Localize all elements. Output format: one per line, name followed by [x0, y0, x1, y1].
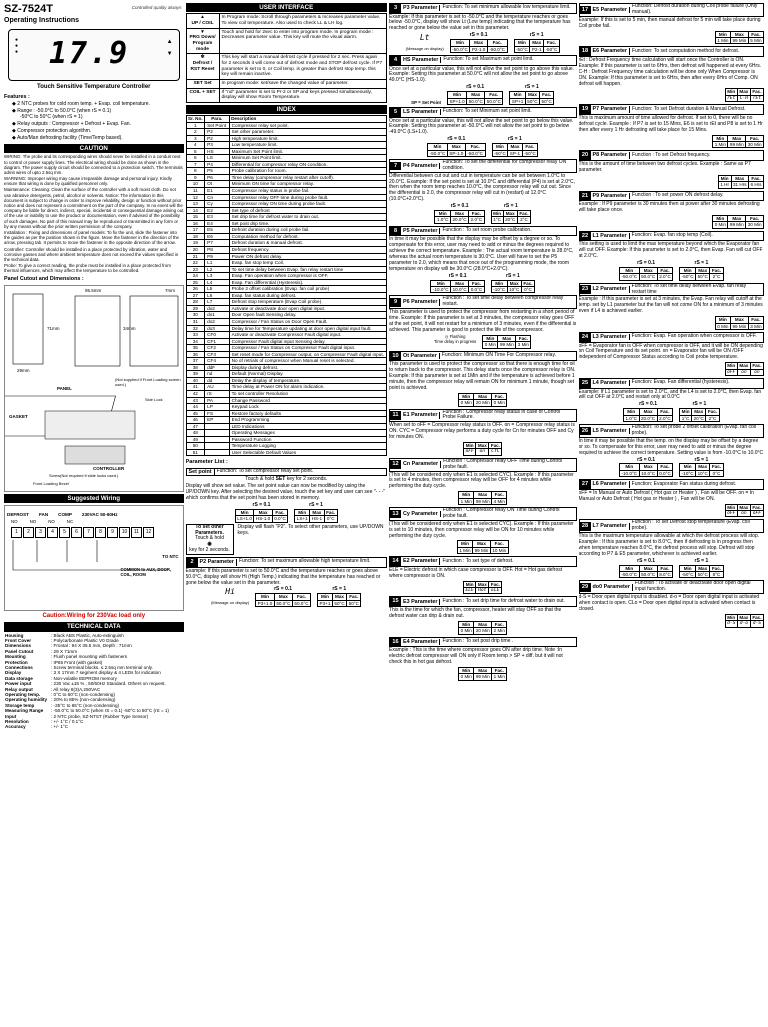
model-title: SZ-7524T [4, 3, 53, 15]
wiring-diagram [4, 505, 184, 611]
index-row: 38 ddF Display during defrost. [186, 364, 386, 371]
dim-label: 7mm [165, 287, 175, 293]
common-note: COMMON to AUX, DOOR, COIL, ROOM [120, 567, 172, 578]
index-row: 8 P5 Probe calibration for room. [186, 168, 386, 175]
e3-header: 15 E3 Parameter Function : To set drip time for defrost water to drain out. [389, 596, 577, 607]
index-row: 47 LED Indications [186, 423, 386, 430]
do-tables: Min Max Fac. d-S d-o d-S [727, 614, 762, 627]
l2-tables: Min Max Fac. 0 Min 99 Min 3 Min [717, 317, 762, 329]
l6-text: oFF = In Manual or Auto Defrost ( Hot gas or Heater ) , Fan will be OFF. on = In Manual or Auto Defrost ( Hot gas or Heater ) , Fan will be ON. [578, 489, 754, 502]
tech-row: Storage temp : -25°C to 65°C (non-condensing) [5, 702, 120, 708]
index-row: 28 L7 Defrost stop temperature (Evap Coil probe). [186, 299, 386, 306]
contact-labels: NO NO NO NC [11, 518, 74, 524]
p4-header: 7 P4 Parameter Function: To set the differential for compressor relay ON condition. [389, 159, 577, 173]
led-indicators: ● ● ● [15, 37, 19, 55]
p7-tables: Min Max Fac. 1 Min 99 Min 30 Min [714, 135, 762, 147]
l2-text: Example : If this parameter is set at 3 minutes, the Evap. Fan relay will cutoff at the temp. set by L1 parameter but the fan will not come ON for a minimum of 3 minutes even if L4 is achieved earlier. [578, 296, 763, 315]
index-row: 14 E2 Set type of defrost [186, 207, 386, 214]
clock-icon: ◷ [444, 333, 449, 339]
index-row: 3 P2 High temperature limit. [186, 135, 386, 142]
do-header: 29 do0 Parameter Function : To activate or deactivate door open digital input function. [579, 580, 765, 594]
feature-item: ◆ Compressor protection algorithm. [12, 128, 92, 135]
index-row: 43 PA Change Password [186, 397, 386, 404]
l5-header: 26 L5 Parameter Function: To set probe 2 offset calibration (Evap. fan coil probe). [579, 424, 765, 438]
index-row: 19 P7 Defrost duration & manual defrost. [186, 240, 386, 247]
index-row: 9 P6 Time delay (compressor relay restart after cutoff). [186, 174, 386, 181]
setpoint-tables: rS = 0.1 Min Max Fac. LS+1.0 HS-1.0 0.0°C rS = 1 Min Max Fac. LS+1 HS-1 0°C [237, 501, 336, 522]
feature-item: ◆ 2 NTC probes for cold room temp. + Evap. coil temperature. [12, 100, 150, 107]
index-row: 12 Cn Compressor relay OFF time during probe fault. [186, 194, 386, 201]
panel-diagram-svg [5, 286, 183, 491]
index-row: 37 CF4 No of retrials of compressor when Manual reset is selected. [186, 358, 386, 365]
index-row: 5 HS Maximum Set Point limit. [186, 148, 386, 155]
p8-tables: Min Max Fac. 1 Hr 31 Hrs 6 Hrs [720, 175, 762, 188]
tech-row: Mounting : Flush panel mounting with fasteners [5, 654, 128, 660]
e6-text: rEt : Defrost Frequency time calculation will start once the Controller is ON. Example: If this parameter is set to 6Hrs, then defrost will happened at every 6Hrs. C-H : Defrost Frequency time calculation will be done only When Compressor is ON. Example: If this parameter is set to 6Hrs, then after every 6Hrs of Comp. ON defrost will happen. [578, 56, 762, 87]
ui-heading: USER INTERFACE [186, 3, 387, 12]
column-3 [389, 3, 577, 1021]
index-row: 42 rS To set controller Resolution [186, 390, 386, 397]
e1-header: 11 E1 Parameter Function : Compressor relay status in case of Control Probe Failure. [389, 409, 577, 423]
e5-tables: Min Max Fac. 1 Min 99 Min 5 Min [717, 31, 762, 43]
index-row: 20 P8 Defrost frequency. [186, 246, 386, 253]
ui-row-combo: COIL + SET If "nd" parameter is set to Pr-2 or SP and keys pressed simultaneously, display will show Room Temperature. [186, 88, 386, 102]
setpoint-hint: Touch & hold SET key for 2 seconds. [245, 476, 328, 483]
tech-row: Data storage : Non-volatile EEPROM memory [5, 675, 117, 681]
index-row: 7 P4 Differential for compressor relay ON condition. [186, 161, 386, 168]
defrost-key-icon[interactable]: ❄ [200, 55, 205, 61]
ls-tables: rS = 0.1 Min Max Fac. -50.0°C SP-1.0 -50.0°C rS = 1 Min Max Fac. -50°C SP-1 -50°C [429, 136, 536, 156]
index-heading: INDEX [186, 105, 387, 114]
tech-row: Power input : 230 Vac ±15 % , 50/60Hz Standard. Others on request. [5, 681, 166, 687]
manual-page [4, 3, 764, 1021]
cn-text: (This will be considered only when E1 is selected CYC). Example : If this parameter is set to 4 minutes, then compressor relay will be OFF for 4 minutes while performing the duty cycle. [389, 471, 574, 490]
l1-tables: rS = 0.1 Min Max Fac. -50.0°C 50.0°C 2.0°C rS = 1 Min Max Fac. -50°C 50°C 2°C [621, 259, 722, 280]
ui-table [186, 13, 387, 103]
index-row: 46 EP End Programming [186, 417, 386, 424]
index-row: 50 Temperature Logging [186, 443, 386, 450]
index-row: 36 CF3 Set reset mode for Compressor output, on Compressor Fault digital input. [186, 351, 386, 358]
p8-text: This is the amount of time between two defrost cycles. Example : Same as P7 parameter. [578, 160, 751, 173]
tech-heading: TECHNICAL DATA [4, 622, 184, 631]
features-heading: Features : [4, 94, 30, 101]
wiring-labels: DEFROST FAN COMP 230VAC 50-60Hz [7, 512, 118, 518]
index-row: 34 CF1 Compressor Fault digital input Sensing delay. [186, 338, 386, 345]
index-row: 30 do1 Door Open fault Sensing delay. [186, 312, 386, 319]
tech-row: Panel Cutout : 29 X 71mm [5, 648, 78, 654]
caution-heading: CAUTION [4, 144, 184, 153]
tech-row: Protection : IP65 Front (with gasket) [5, 659, 103, 665]
index-row: 51 User Selectable Default Values [186, 449, 386, 456]
tech-table [4, 633, 184, 730]
index-row: 23 L2 To set time delay between Evap. fan relay restart time [186, 266, 386, 273]
tech-row: Operating temp. : 0°C to 60°C (non-condensing) [5, 692, 115, 697]
ui-row-set: SET Set In program mode: set/save the changed value of parameter. [186, 79, 386, 88]
e6-tables: Min Max Fac. rEt C-H rEt [727, 89, 762, 101]
l1-header: 22 L1 Parameter Function: Evap. fan stop temp (Coil). [579, 231, 765, 242]
index-row: 24 L3 Evap. Fan operation when compressor is OFF. [186, 273, 386, 280]
index-row: 39 nd Default (Normal) Display. [186, 371, 386, 378]
l5-tables: rS = 0.1 Min Max Fac. -10.0°C 10.0°C 0.0°C rS = 1 Min Max Fac. -10°C 10°C 0°C [621, 456, 722, 476]
e4-tables: Min Max Fac. 0 Min 99 Min 1 Min [460, 667, 505, 680]
e5-text: Example: If this is set to 5 min, then manual defrost for 5 min will take place during Coil probe fail. [578, 16, 761, 29]
hs-tables: SP = Set Point rS = 0.1 Min Max Fac. SP+1.0 50.0°C 50.0°C rS = 1 Min Max Fac. SP+1 50°C 50°C [411, 84, 552, 105]
index-row: 41 AU Time delay at Power ON for alarm indication. [186, 384, 386, 391]
index-row: 48 Operating Messages [186, 430, 386, 437]
p2-tables: Hi (Message on display) rS = 0.1 Min Max Fac. P3+1.0 50.0°C 50.0°C rS = 1 Min Max Fac. P3+1 50°C 50°C [211, 586, 359, 606]
tech-row: Front Cover : Polycarbonate Plastic V0 Grade [5, 637, 119, 643]
feature-item: ◆ Relay outputs : Compressor + Defrost + Evap. Fan. [12, 121, 131, 128]
ot-tables: Min Max Fac. 0 Min 20 Min 0 Min [460, 393, 505, 406]
p6-text: This parameter is used to protect the compressor from restarting in a short period of time. Example: If this parameter is set at 3 minutes, the compressor relay goes OFF at the set point, it will not restart for a minimum of 3 minutes, even if the differential is achieved. This parameter is good to protect the life of the compressor. [389, 309, 577, 333]
index-row: 25 L4 Evap. Fan differential (Hysteresis). [186, 279, 386, 286]
cy-text: (This will be considered only when E1 is selected CYC). Example : If this parameter is set to 10 minutes, then compressor relay will be ON for 10 minutes while performing the duty cycle. [389, 520, 574, 539]
p9-header: 21 P9 Parameter Function : To set power ON defrost delay. [579, 191, 765, 202]
display-digits: 17.9 [49, 36, 130, 72]
index-row: 18 E6 Computation method for defrost. [186, 233, 386, 240]
index-row: 2 P2 Set other parameter. [186, 129, 386, 136]
feature-item: ◆ Auto/Man defrosting facility (Time/Temp based). [12, 135, 123, 142]
e3-text: This is the time for which the fan, compressor, heater will stay OFF so that the defrost water can drip & drain out. [389, 607, 562, 619]
parameter-list-heading: Parameter List : [185, 459, 228, 466]
l6-header: 27 L6 Parameter Function: Evaporator Fan status during defrost. [579, 479, 765, 490]
cn-header: 12 Cn Parameter Function : Compressor relay OFF Time during Control probe fault. [389, 458, 577, 472]
index-row: 1 Set Point Compressor relay set point. [186, 122, 386, 129]
l3-tables: Min Max Fac. oFF on on [727, 363, 762, 375]
down-key-icon[interactable]: ▼ [200, 29, 205, 35]
panel-diagram [4, 285, 184, 492]
tech-row: Measuring Range : -50.0°C to 50.0°C (when rS = 0.1) -50°C to 50°C (rS = 1) [5, 708, 169, 714]
cy-header: 13 Cy Parameter Function : Compressor relay ON Time during Control probe fault. [389, 507, 577, 521]
dim-label: 34mm [123, 325, 136, 331]
hs-text: Once set at a particular value, this will not allow the set point to go above this value. Example: Setting this parameter at 50.0°C will not allow the set point to go above 49.0°C (HS-1.0). [389, 65, 575, 84]
set-key-icon[interactable]: SET [275, 476, 286, 483]
p7-text: This is maximum amount of time allowed for defrost. If set to 0, there will be no defrost cycle. Example : If P7 is set to 15 Mins, E6 is set to rEt and P8 is set to 1 Hr then after every 1 Hr defrosting will take place for 15 Mins. [578, 114, 763, 133]
ot-header: 10 Ot Parameter Function: Minimum ON Time For Compressor relay. [389, 351, 577, 362]
panel-label: PANEL [57, 385, 72, 391]
tech-row: Dimensions : Frontal : 94 X 35.5 mm, Depth : 71mm [5, 643, 132, 649]
index-row: 15 E3 Set drip time for defrost water to drain out. [186, 214, 386, 221]
ls-header: 5 LS Parameter Function: To set Minimum set point limit. [389, 107, 577, 118]
p9-text: Example : If P9 parameter is 30 minutes then at power after 30 minutes defrosting will take place once. [578, 201, 760, 213]
l7-text: This is the maximum temperature allowable at which the defrost process will stop. Example : If this parameter is set to 8.0°C, then if defrosting is in progress then when temperature reaches 8.0°C, the defrost process will stop. Defrost will stop according to P7 & E5 parameter, whichever is achieved earlier. [578, 533, 760, 557]
cy-tables: Min Max Fac. 1 Min 99 Min 10 Min [459, 541, 507, 553]
tech-row: Input : 2 NTC probe, SZ-NTST (Rubber Type Sensor) [5, 713, 149, 719]
p2-text: Example: If this parameter is set to 50.0°C and the temperature reaches or goes above 50.0°C, display will show Hi (High Temp.) indicating that the temperature has reached or gone below the value set in this parameter. [185, 567, 381, 586]
p2-header: 2 P2 Parameter Function: To set maximum allowable high temperature limit. [186, 557, 387, 568]
p5-header: 8 P5 Parameter Function : To set room probe calibration. [389, 226, 577, 237]
setpoint-header: Set point Function: To set compressor relay set point. [186, 468, 387, 476]
wiring-heading: Suggested Wiring [4, 494, 184, 503]
tech-row: Accuracy : +/- 1°C [5, 724, 69, 730]
p6-tables: ◷ Flashing Time delay in progress Min Max Fac. 0 Min 99 Min 3 Min [434, 333, 529, 348]
key-buttons: ▲ ▼ [166, 39, 173, 58]
l7-header: 28 L7 Parameter Function : To set Defrost stop temperature (Evap. coil probe). [579, 519, 765, 533]
index-row: 11 E1 Compressor relay status in probe fail. [186, 188, 386, 195]
ui-row-down: ▼ PRG Down/ Program mode Touch and hold for 2sec to enter into program mode. In program mode : Decreases parameter value. This key will mute the visual alarm. [186, 28, 386, 54]
e1-text: When set to oFF = Compressor relay status is OFF. on = Compressor relay status is ON. CYC = Compressor relay performs a duty cycle for Cn for minutes OFF and Cy for minutes ON. [389, 422, 575, 441]
gasket-label: GASKET [9, 413, 28, 419]
p8-header: 20 P8 Parameter Function : To set Defrost frequency. [579, 150, 765, 161]
index-row: 26 L5 Probe 2 offset calibration (Evap. fan coil probe) [186, 286, 386, 293]
tech-row: Operating humidity : 20% to 85% (non-condensing) [5, 697, 116, 703]
l2-header: 23 L2 Parameter Function: To set time delay between Evap. fan relay restart time [579, 283, 765, 297]
controller-label: CONTROLLER [93, 465, 125, 471]
l3-header: 24 L3 Parameter Function: Evap. Fan operation when compressor is OFF. [579, 332, 765, 343]
e1-tables: Min Max Fac. oFF on CYC [465, 442, 500, 455]
p9-tables: Min Max Fac. 0 Min 99 Min 30 Min [714, 215, 762, 228]
p6-header: 9 P6 Parameter Function : To set time delay between compressor relay restart. [389, 295, 577, 309]
tech-row: Connections : Screw terminal blocks. ≤ 2.5sq mm terminal only. [5, 664, 153, 670]
probe-note: TO NTC [162, 554, 179, 560]
dim-label: 95.5mm [85, 287, 102, 293]
index-row: 40 dd Delay the display of temperature. [186, 377, 386, 384]
e2-text: ELE = Electric defrost in which case compressor is OFF. Hot = Hot gas defrost where compressor is ON. [389, 566, 563, 579]
prg-key-icon[interactable]: ◉ [207, 541, 212, 548]
tech-row: Housing : Black ABS Plastic, Auto-extinguish [5, 632, 124, 638]
side-lock-label: Side Lock [145, 396, 163, 402]
p3-text: Example: If this parameter is set to -50.0°C and the temperature reaches or goes below -50.0°C, display will show Lt (Low temp) indicating that the temperature has reached or gone below the value set in this parameter. [389, 13, 571, 32]
column-2 [186, 3, 387, 1021]
features-list [4, 102, 184, 142]
e4-header: 16 E4 Parameter Function : To set post drip time . [389, 637, 577, 648]
feature-item: ◆ Range : -50.0°C to 50.0°C (when rS = 0.1) [12, 107, 112, 114]
index-row: 10 Ot Minimum ON time for compressor relay. [186, 181, 386, 188]
e6-header: 18 E6 Parameter Function: To set computation method for defrost. [579, 46, 765, 57]
loading-note: (Not supplied if Front Loading screen used.) [115, 376, 181, 387]
p3-header: 3 P3 Parameter Function: To set minimum allowable low temperature limit. [389, 3, 577, 14]
set-other-params: To set other Parameters. Touch & hold ◉ key for 2 seconds. Display will flash "P2". To select other parameters, use UP/DOWN keys. [186, 524, 387, 555]
e5-header: 17 E5 Parameter Function: Defrost duration during Coil probe failure (Only manual). [579, 3, 765, 17]
operating-instructions: Operating Instructions [4, 16, 80, 24]
e2-header: 14 E2 Parameter Function : To set type of defrost. [389, 556, 577, 567]
ui-row-defrost: ❄ Defrost / RST Reset This key will start a manual defrost cycle if pressed for 2 sec. Press again for 2 seconds it will come out of defrost mode and STOP defrost cycle. If P7 parameter is set to 0, or Coil temp. is greater than defrost stop temp. this key will remain inactive. [186, 54, 386, 80]
cn-tables: Min Max Fac. 1 Min 99 Min 4 Min [460, 492, 505, 504]
index-row: 13 Cy Compressor relay ON time during probe fault. [186, 201, 386, 208]
p5-text: In time it may be possible that the display may be offset by a degree or so. To compensate for this error, user may need to add or minus the degrees required to achieve the correct temperature. Example : The actual room temperature is 28.0°C, whereas the actual room temperature is 30.0°C. User will have to set the P5 parameter to 2.0, which means that once out of the programming mode, the room temperature on display will be 30.0°C (28.0°C+2.0°C). [389, 236, 574, 272]
terminal-strip: 1 2 3 4 5 6 7 8 9 10 11 12 [11, 527, 181, 538]
l5-text: In time it may be possible that the temp. on the display may be offset by a degree or so. To compensate for this error, user may need to add or minus the degree required to achieve the correct temperature. Setting value is from -10.0°C to 10.0°C [578, 437, 764, 456]
feature-item: -50°C to 50°C (when rS = 1) [20, 114, 83, 121]
p4-text: Differential between cut out and cut in temperature can be set between 1.0°C to 20.0°C. Example: If the set point is set at 10.0°C and differential (P4) is set at 2.0°C, then when the room temp reaches 10.0°C, the compressor relay will cut out. Since the differential is 2.0, the compressor relay will cut in (restart) at 12.0°C (10.0°C+2.0°C). [389, 172, 576, 203]
index-row: 35 CF2 Compressor / Fan Status on Compressor Fault digital input. [186, 345, 386, 352]
column-1 [4, 3, 184, 1021]
ot-text: This parameter is used to protect the compressor so that there is enough time for oil to return back to the compressor. This delay starts once the compressor relay is ON. Example: If this parameter is set at 1Min and if the temperature is achieved before 1 minute, then the compressor relay will remain ON for minimum 1 minute, though set point is achieved. [389, 361, 576, 391]
tech-row: Resolution : +/- 1°C / 0.1°C [5, 719, 84, 725]
setpoint-text: Display will show set value. The set point value can now be modified by using the UP/DOWN key. After selecting the desired value, touch the set key and user can see "- - -" which confirms that the set point has been stored in memory. [185, 483, 386, 502]
controller-display [8, 29, 180, 81]
l4-tables: rS = 0.1 Min Max Fac. 1.0°C 20.0°C 2.0°C rS = 1 Min Max Fac. 1°C 20°C 2°C [625, 401, 718, 421]
index-row: 17 E5 Defrost duration during coil probe fail. [186, 227, 386, 234]
ui-row-up: ▲ UP / COIL In Program mode: Scroll through parameters & Increases parameter value. To view coil temperature. Also used to check LL & LH log. [186, 14, 386, 28]
l7-tables: rS = 0.1 Min Max Fac. -50.0°C 50.0°C 8.0°C rS = 1 Min Max Fac. -50°C 50°C 8°C [621, 557, 722, 578]
hs-header: 4 HS Parameter Function: To set Maximum set point limit. [389, 55, 577, 66]
up-key-icon[interactable]: ▲ [200, 15, 205, 21]
p3-tables: Lt (Message on display) rS = 0.1 Min Max Fac. -50.0°C P2-1.0 -50.0°C rS = 1 Min Max Fac. -50°C P2-1 -50°C [405, 32, 558, 52]
p7-header: 19 P7 Parameter Function: To set Defrost duration & Manual Defrost. [579, 104, 765, 115]
index-row: 45 FS Restore factory defaults [186, 410, 386, 417]
index-row: 49 Password Function [186, 436, 386, 443]
e2-tables: Min Max Fac. ELE Hot ELE [465, 581, 500, 594]
column-4 [579, 3, 765, 1021]
p4-tables: rS = 0.1 Min Max Fac. 1.0°C 20.0°C 2.0°C rS = 1 Min Max Fac. 1°C 20°C 2°C [436, 203, 529, 223]
index-row: 32 do3 Delay time for Temperature updating at door open digital input fault. [186, 325, 386, 332]
index-row: 31 do2 Compressor / Fan Status on Door Open Fault. [186, 318, 386, 325]
front-loading-label: Front Loading Bezel [33, 480, 69, 486]
index-row: 4 P3 Low temperature limit. [186, 142, 386, 149]
screw-note: Screw(Not required if slide locks used.) [49, 472, 119, 478]
product-name: Touch Sensitive Temperature Controller [37, 84, 151, 91]
l4-header: 25 L4 Parameter Function: Evap. Fan differential (hysteresis). [579, 378, 765, 389]
index-row: 6 LS Minimum Set Point limit. [186, 155, 386, 162]
index-row: 22 L1 Evap. fan stop temp Coil. [186, 260, 386, 267]
index-row: 27 L6 Evap. fan status during defrost. [186, 292, 386, 299]
index-table: Sr. No. Para. Description 1 Set Point Compressor relay set point. 2 P2 Set other parameter. 3 P2 High temperature limit. 4 P3 Low temperature limit. 5 HS Maximum Set Point limit. 6 LS Minimum Set Point limit. 7 P4 Differential for compressor relay ON condition. 8 P5 Probe calibration for room. 9 P6 Time delay (compressor relay restart after cutoff). 10 Ot Minimum ON time for compressor relay. 11 E1 Compressor relay status in probe fail. 12 Cn Compressor relay OFF time during probe fault. 13 Cy Compressor relay ON time during probe fault. 14 E2 Set type of defrost 15 E3 Set drip time for defrost water to drain out. 16 E4 Set post drip time. 17 E5 Defrost duration during coil probe fail. 18 E6 Computation method for defrost. 19 P7 Defrost duration & manual defrost. 20 P8 Defrost frequency. 21 P9 Power ON defrost delay. 22 L1 Evap. fan stop temp Coil. 23 L2 To set time delay between Evap. fan relay restart time 24 L3 Evap. Fan operation when compressor is OFF. 25 L4 Evap. Fan differential (Hysteresis). 26 L5 Probe 2 offset calibration (Evap. fan coil probe) 27 L6 Evap. fan status during defrost. 28 L7 Defrost stop temperature (Evap Coil probe). 29 do2 Activate or deactivate door open digital input. 30 do1 Door Open fault Sensing delay. 31 do2 Compressor / Fan Status on Door Open Fault. 32 do3 Delay time for Temperature updating at door open digital input fault. 33 CF0 Activate or deactivate Compressor Fault digital input. 34 CF1 Compressor Fault digital input Sensing delay. 35 CF2 Compressor / Fan Status on Compressor Fault digital input. 36 CF3 Set reset mode for Compressor output, on Compressor Fault digital input. 37 CF4 No of retrials of compressor when Manual reset is selected. 38 ddF Display during defrost. 39 nd Default (Normal) Display. 40 dd Delay the display of temperature. 41 AU Time delay at Power ON for alarm indication. 42 rS To set controller Resolution 43 PA Change Password 44 LP Keypad Lock 45 FS Restore factory defaults 46 EP End Programming 47 LED Indications 48 Operating Messages 49 Password Function 50 Temperature Logging 51 User Selectable Default Values [186, 115, 387, 456]
l6-tables: Min Max Fac. oFF on oFF [727, 504, 762, 517]
index-row: 16 E4 Set post drip time. [186, 220, 386, 227]
e3-tables: Min Max Fac. 0 Min 20 Min 2 Min [460, 621, 505, 634]
index-row: 21 P9 Power ON defrost delay. [186, 253, 386, 260]
index-row: 33 CF0 Activate or deactivate Compressor Fault digital input. [186, 332, 386, 339]
index-row: 44 LP Keypad Lock [186, 404, 386, 411]
p5-tables: rS = 0.1 Min Max Fac. -10.0°C 10.0°C 0.0°C rS = 1 Min Max Fac. -10°C 10°C 0°C [432, 272, 533, 293]
do-text: d-S = Door open digital input is disabled. d-o = Door open digital input is activated when contact is open. CLo = Door open digital input is activated when contact is closed. [578, 594, 760, 613]
caution-text: WIRING: The probe and its corresponding wires should never be installed in a conduit next to control or power supply lines. The electrical wiring should be done as shown in the diagram. The power supply circuit should be connected to a protection switch. The terminals admit wires of upto 2.5sq mm. WARNING: Improper wiring may cause irreparable damage and personal injury. Kindly ensure that wiring is done by qualified personnel only. Maintenance: Cleaning: Clean the surface of the controller with a soft moist cloth. Do not use abrasive detergents, petrol, alcohol or solvents. Notice: The information in this document is subject to change in order to improve reliability, design or function without prior notice and does not represent a commitment on the part of the company. In no event will the company be liable for direct, indirect, special, incidental or consequential damage arising out of the use or inability to use the product or documentation, even if advised of the possibility of such damages. No part of this manual may be reproduced or transmitted in any form or by any means without the prior written permission of the company. Installation : Fixing and dimensions of panel models: To fix the unit, slide the fastener into the guides as per the position shown in the figure. Move the fastener in the direction of the arrow, pressing tab. It permits to move the fastener in the opposite direction of the arrow. Controller: Controller should be installed in a place protected by vibration, water and corrosive gasses and where ambient temperature does not exceed the values specified in the technical data. Probe: To give a correct reading, the probe must be installed in a place protected from thermal influences, which may affect the temperature to be controlled. [4, 154, 184, 274]
e4-text: Example : This is the time where compressor goes ON after drip time. Note :In electric defrost compressor will ON only if Room temp > SP + diff. but it will not check this in hot gas defrost. [389, 647, 563, 666]
tech-row: Display : 3 X 17mm 7 segment display & 4 LEDs for indication [5, 670, 161, 676]
l4-text: Example: If L1 parameter is set to 2.0°C, and the L4 is set to 2.0°C, then Evap. fan will cut OFF at 2.0°C and restart only at 0.0°C [578, 388, 762, 401]
l1-text: This setting is used to limit the max temperature beyond which the Evaporator fan will cut OFF. Example: If this parameter is set to 2.0°C, then Evap. Fan will cut OFF at 2.0°C. [578, 241, 763, 260]
tech-row: Relay output : All relay 8(3)A,250VAC [5, 686, 101, 692]
wiring-caution: Caution:Wiring for 230Vac load only [42, 613, 146, 620]
panel-cutout-heading: Panel Cutout and Dimensions : [4, 276, 84, 283]
index-row: 29 do2 Activate or deactivate door open digital input. [186, 305, 386, 312]
ls-text: Once set at a particular value, this will not allow the set point to go below this value. Example: Setting this parameter at -50.0°C will not allow the set point to go below -49.0°C (LS+1.0). [389, 117, 574, 136]
dim-label: 71mm [47, 325, 60, 331]
dim-label: 29mm [17, 367, 30, 373]
l3-text: oFF = Evaporator fan is OFF when compressor is OFF, and it will be ON depending on Coil Temperature and its set point. on = Evaporator fan will be ON /OFF independent of Compressor Status according to Coil probe temperature. [578, 342, 763, 361]
brand-logo: Controlled quality always [131, 5, 182, 10]
